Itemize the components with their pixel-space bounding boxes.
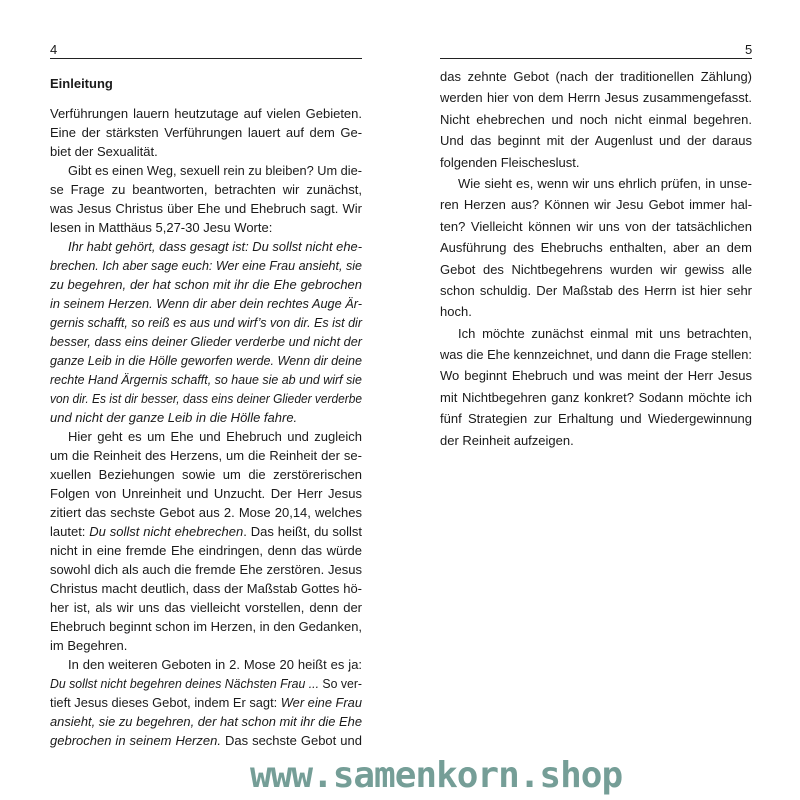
text-line-content xyxy=(68,655,362,674)
text-line xyxy=(50,636,362,655)
italic-text: ganze Leib in die Hölle geworfen werde. Wenn dir deine xyxy=(50,353,362,368)
text-line-content xyxy=(50,465,362,484)
text-line-content xyxy=(50,123,362,142)
page-number-right: 5 xyxy=(745,42,753,57)
text-line-content xyxy=(50,275,362,294)
text-line-content xyxy=(50,104,362,123)
text-line xyxy=(440,408,752,429)
text-line-content xyxy=(440,130,752,151)
text-line xyxy=(50,313,362,332)
text-line-content xyxy=(50,142,158,161)
italic-text: in seinem Herzen. Wenn dir aber dein rechtes Auge Är- xyxy=(50,296,363,311)
text-line-content xyxy=(50,712,362,731)
text-segment: lesen in Matthäus 5,27-30 Jesu Worte: xyxy=(50,220,273,235)
italic-text: von dir. Es ist dir besser, dass eins deiner Glieder verderbe xyxy=(50,391,362,406)
text-line-content xyxy=(458,323,752,344)
text-line xyxy=(440,430,752,451)
text-line xyxy=(440,259,752,280)
italic-text: Du sollst nicht begehren deines Nächsten Frau ... xyxy=(50,676,320,691)
section-heading: Einleitung xyxy=(50,76,113,91)
text-line xyxy=(50,522,362,541)
italic-text: Wer eine Frau xyxy=(280,695,362,710)
text-line xyxy=(50,693,362,712)
text-segment: folgenden Fleischeslust. xyxy=(440,154,580,170)
text-line-content xyxy=(440,387,752,408)
text-segment: . Das heißt, du sollst xyxy=(243,524,363,539)
text-line-content xyxy=(50,408,297,427)
text-line-content xyxy=(440,109,752,130)
text-line-content xyxy=(68,427,362,446)
text-segment: schon schuldig. Der Maßstab des Herrn ist hier sehr xyxy=(440,282,753,298)
text-line xyxy=(50,142,362,161)
text-line-content xyxy=(458,173,752,194)
text-line-content xyxy=(440,301,472,322)
text-line xyxy=(440,387,752,408)
text-line xyxy=(50,351,362,370)
text-segment: Ich möchte zunächst einmal mit uns betrachten, xyxy=(458,325,752,341)
text-line xyxy=(50,180,362,199)
text-line xyxy=(440,152,752,173)
text-segment: zitiert das sechste Gebot aus 2. Mose 20,14, welches xyxy=(50,505,362,520)
text-line xyxy=(50,332,362,351)
text-segment: her ist, als wir uns das vielleicht vorstellen, denn der xyxy=(50,600,363,615)
text-line-content xyxy=(50,636,127,655)
text-segment: Gibt es einen Weg, sexuell rein zu bleiben? Um die- xyxy=(68,163,362,178)
text-segment: das zehnte Gebot (nach der traditionellen Zählung) xyxy=(440,69,753,84)
text-segment: Folgen von Unreinheit und Unzucht. Der Herr Jesus xyxy=(50,486,363,501)
text-line-content xyxy=(440,216,752,237)
text-line xyxy=(50,408,362,427)
text-line-content xyxy=(50,731,362,750)
text-line-content xyxy=(440,152,579,173)
text-segment: Ehebruch beginnt schon im Herzen, in den Gedanken, xyxy=(50,619,363,634)
text-segment: Das sechste Gebot und xyxy=(220,733,362,748)
text-line xyxy=(440,87,752,108)
text-line-content xyxy=(50,446,362,465)
text-line xyxy=(440,130,752,151)
text-line xyxy=(50,655,362,674)
text-line xyxy=(50,484,362,503)
text-line-content xyxy=(50,617,362,636)
text-line-content xyxy=(50,579,362,598)
text-segment: se Frage zu beantworten, betrachten wir zunächst, xyxy=(50,182,362,197)
left-column-text xyxy=(50,104,362,750)
text-line xyxy=(50,617,362,636)
italic-text: zu begehren, der hat schon mit ihr die Ehe gebrochen xyxy=(50,277,363,292)
watermark: www.samenkorn.shop xyxy=(250,755,623,796)
text-line xyxy=(50,598,362,617)
text-segment: In den weiteren Geboten in 2. Mose 20 heißt es ja: xyxy=(68,657,363,672)
text-line xyxy=(50,446,362,465)
text-line-content xyxy=(50,370,362,389)
text-segment: Gebot des Nichtbegehrens wurden wir gewiss alle xyxy=(440,261,753,277)
italic-text: gernis schafft, so reiß es aus und wirf’s von dir. Es ist dir xyxy=(50,315,363,330)
text-line-content xyxy=(50,218,272,237)
text-segment: der Reinheit aufzeigen. xyxy=(440,432,574,448)
text-line xyxy=(440,194,752,215)
text-line-content xyxy=(50,598,362,617)
text-segment: So ver- xyxy=(319,676,363,691)
header-rule-right xyxy=(440,58,752,59)
italic-text: rechte Hand Ärgernis schafft, so haue sie ab und wirf sie xyxy=(50,372,362,387)
text-line-content xyxy=(50,693,362,712)
page-number-left: 4 xyxy=(50,42,58,57)
text-segment: lautet: xyxy=(50,524,90,539)
italic-text: und nicht der ganze Leib in die Hölle fahre. xyxy=(50,410,298,425)
text-line-content xyxy=(50,332,362,351)
text-line xyxy=(440,280,752,301)
text-line-content xyxy=(50,313,362,332)
text-line xyxy=(50,275,362,294)
text-line xyxy=(50,199,362,218)
text-line xyxy=(50,161,362,180)
text-segment: mit Nichtbegehren ganz konkret? Sodann möchte ich xyxy=(440,389,752,405)
text-line xyxy=(50,465,362,484)
text-segment: ren Herzen aus? Können wir Jesu Gebot immer hal- xyxy=(440,197,753,213)
text-segment: werden hier von dem Herrn Jesus zusammengefasst. xyxy=(440,90,753,106)
text-line xyxy=(50,218,362,237)
text-line-content xyxy=(440,87,752,108)
text-line-content xyxy=(50,674,362,693)
text-line-content xyxy=(440,237,752,258)
text-line xyxy=(440,109,752,130)
text-line-content xyxy=(440,430,574,451)
italic-text: brechen. Ich aber sage euch: Wer eine Frau ansieht, sie xyxy=(50,258,362,273)
text-segment: nicht in eine fremde Ehe eindringen, denn das würde xyxy=(50,543,363,558)
text-segment: Verführungen lauern heutzutage auf vielen Gebieten. xyxy=(50,106,363,121)
header-rule-left xyxy=(50,58,362,59)
text-segment: im Begehren. xyxy=(50,638,128,653)
text-line-content xyxy=(50,503,362,522)
text-line xyxy=(50,237,362,256)
text-segment: Wie sieht es, wenn wir uns ehrlich prüfen, in unse- xyxy=(458,175,752,191)
text-segment: Hier geht es um Ehe und Ehebruch und zugleich xyxy=(68,429,362,444)
italic-text: ansieht, sie zu begehren, der hat schon mit ihr die Ehe xyxy=(50,714,363,729)
text-segment: xuellen Beziehungen sowie um die zerstörerischen xyxy=(50,467,363,482)
text-line xyxy=(50,712,362,731)
text-line xyxy=(50,256,362,275)
text-segment: hoch. xyxy=(440,304,472,320)
text-line-content xyxy=(440,259,752,280)
text-segment: Und das beginnt mit der Augenlust und der daraus xyxy=(440,133,752,149)
text-line-content xyxy=(440,365,752,386)
text-line xyxy=(50,541,362,560)
text-segment: was die Ehe kennzeichnet, und dann die Frage stellen: xyxy=(440,347,753,363)
text-segment: ten? Vielleicht können wir uns von der tatsächlichen xyxy=(440,218,753,234)
text-line-content xyxy=(440,194,752,215)
text-line xyxy=(440,173,752,194)
text-line xyxy=(50,560,362,579)
text-segment: Ausführung des Ehebruchs enthalten, aber an dem xyxy=(440,240,752,256)
text-line-content xyxy=(50,256,362,275)
text-line-content xyxy=(440,408,752,429)
text-segment: biet der Sexualität. xyxy=(50,144,158,159)
italic-text: Du sollst nicht ehebrechen xyxy=(89,524,244,539)
text-line-content xyxy=(50,522,362,541)
text-segment: tieft Jesus dieses Gebot, indem Er sagt: xyxy=(50,695,281,710)
text-segment: sowohl dich als auch die fremde Ehe zerstören. Jesus xyxy=(50,562,362,577)
text-line-content xyxy=(50,180,362,199)
text-line xyxy=(50,389,362,408)
text-segment: Eine der stärksten Verführungen lauert auf dem Ge- xyxy=(50,125,363,140)
text-segment: fünf Strategien zur Erhaltung und Wiedergewinnung xyxy=(440,411,753,427)
text-line-content xyxy=(440,66,752,87)
text-line xyxy=(50,104,362,123)
italic-text: Ihr habt gehört, dass gesagt ist: Du sollst nicht ehe- xyxy=(68,239,362,254)
text-line xyxy=(50,579,362,598)
text-line-content xyxy=(440,344,752,365)
text-line-content xyxy=(68,161,362,180)
text-line-content xyxy=(50,199,362,218)
text-line xyxy=(440,344,752,365)
text-line xyxy=(440,216,752,237)
text-line xyxy=(440,66,752,87)
right-column-text xyxy=(440,66,752,451)
text-line-content xyxy=(50,389,362,408)
text-line-content xyxy=(440,280,752,301)
text-line xyxy=(50,731,362,750)
text-line-content xyxy=(50,541,362,560)
text-segment: Wo beginnt Ehebruch und was meint der Herr Jesus xyxy=(440,368,752,384)
text-segment: Christus macht deutlich, dass der Maßstab Gottes hö- xyxy=(50,581,363,596)
text-line xyxy=(50,294,362,313)
text-segment: was Jesus Christus über Ehe und Ehebruch sagt. Wir xyxy=(50,201,362,216)
text-line-content xyxy=(68,237,362,256)
text-line xyxy=(50,674,362,693)
text-line xyxy=(440,323,752,344)
text-line xyxy=(50,427,362,446)
text-line xyxy=(440,237,752,258)
italic-text: gebrochen in seinem Herzen. xyxy=(50,733,221,748)
text-line xyxy=(440,301,752,322)
text-segment: Nicht ehebrechen und noch nicht einmal begehren. xyxy=(440,111,752,127)
text-line xyxy=(50,370,362,389)
text-line-content xyxy=(50,560,362,579)
text-segment: um die Reinheit des Herzens, um die Reinheit der se- xyxy=(50,448,362,463)
text-line xyxy=(50,503,362,522)
italic-text: besser, dass eins deiner Glieder verderbe und nicht der xyxy=(50,334,363,349)
text-line-content xyxy=(50,294,362,313)
text-line-content xyxy=(50,484,362,503)
text-line xyxy=(440,365,752,386)
text-line-content xyxy=(50,351,362,370)
text-line xyxy=(50,123,362,142)
